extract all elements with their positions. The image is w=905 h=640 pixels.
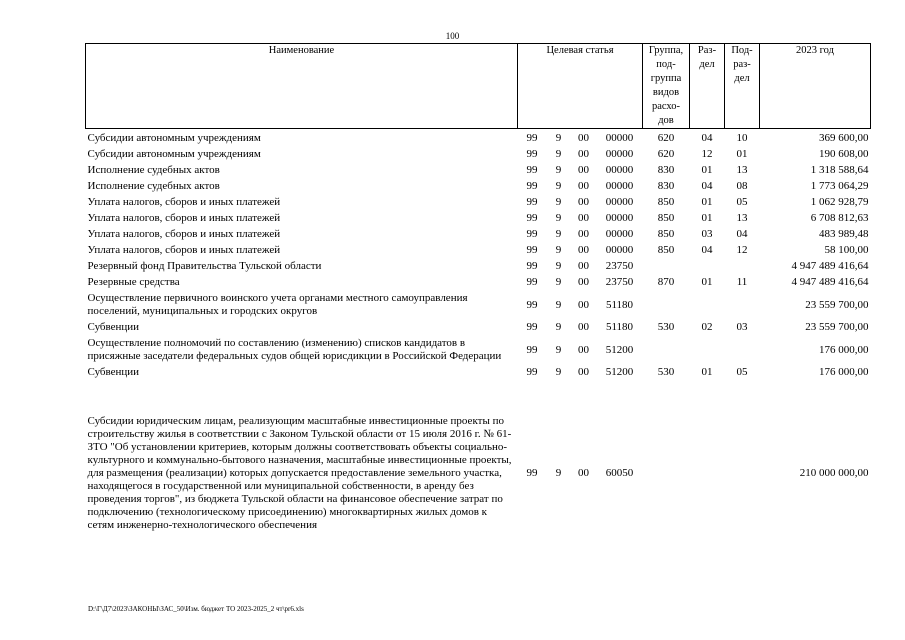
cell-group: 620 [657,148,675,160]
cell-amount: 210 000 000,00 [799,467,869,479]
cell-target-4: 00000 [605,132,634,144]
cell-target-3: 00 [578,260,589,272]
table-row [86,179,871,195]
cell-subsection: 01 [736,148,748,160]
cell-name: Уплата налогов, сборов и иных платежей [87,212,281,224]
cell-target-3: 00 [578,467,589,479]
cell-group: 620 [657,132,675,144]
page-number: 100 [445,31,460,41]
cell-name: Уплата налогов, сборов и иных платежей [87,196,281,208]
header-subsection: Под- раз- дел [725,44,760,129]
cell-section: 01 [701,164,713,176]
cell-subsection: 13 [736,164,748,176]
cell-section: 01 [701,276,713,288]
cell-target-1: 99 [526,228,538,240]
cell-target-3: 00 [578,132,589,144]
cell-target-4: 60050 [605,467,634,479]
cell-target-2: 9 [555,228,562,240]
cell-name: Резервные средства [87,276,180,288]
cell-group: 850 [657,244,675,256]
cell-target-2: 9 [555,467,562,479]
cell-subsection: 13 [736,212,748,224]
cell-group [643,291,690,320]
cell-name: Уплата налогов, сборов и иных платежей [87,228,281,240]
cell-subsection: 10 [736,132,748,144]
cell-target-1: 99 [526,467,538,479]
header-year: 2023 год [760,44,871,129]
cell-target-3: 00 [578,366,589,378]
cell-target-1: 99 [526,366,538,378]
table-row [86,381,871,567]
cell-name: Уплата налогов, сборов и иных платежей [87,244,281,256]
cell-subsection [725,381,760,567]
table-header [86,44,871,129]
cell-amount: 369 600,00 [819,132,869,144]
table-row [86,163,871,179]
cell-target-2: 9 [555,180,562,192]
cell-section [690,336,725,365]
cell-target-3: 00 [578,298,589,311]
cell-name: Осуществление первичного воинского учета органами местного самоуправления поселений, муниципальных и городских округов [87,292,468,317]
cell-target-3: 00 [578,276,589,288]
table-row [86,336,871,365]
cell-section: 04 [701,132,713,144]
cell-name: Субвенции [87,321,140,333]
cell-target-4: 00000 [605,244,634,256]
budget-table [85,43,871,567]
cell-target-1: 99 [526,148,538,160]
cell-section [690,381,725,567]
cell-subsection: 08 [736,180,748,192]
cell-group: 830 [657,180,675,192]
cell-group: 850 [657,228,675,240]
cell-group: 850 [657,196,675,208]
cell-target-2: 9 [555,244,562,256]
table-row [86,365,871,381]
cell-target-4: 00000 [605,228,634,240]
cell-section: 03 [701,228,713,240]
cell-target-2: 9 [555,196,562,208]
cell-target-4: 23750 [605,260,634,272]
cell-target-3: 00 [578,321,589,333]
cell-target-2: 9 [555,148,562,160]
cell-target-1: 99 [526,321,538,333]
cell-name: Субсидии юридическим лицам, реализующим масштабные инвестиционные проекты по строительству жилья в соответствии с Законом Тульской области от 15 июля 2016 г. № 61-ЗТО "Об установлении критериев, которым должны соответствовать объекты социально-культурного и коммунально-бытового назначения, масштабные инвестиционные проекты, для размещения (реализации) которых допускается предоставление земельного участка, находящегося в государственной или муниципальной собственности, в аренду без проведения торгов", из бюджета Тульской области на финансовое обеспечение затрат по подключению (технологическому присоединению) многоквартирных жилых домов к сетям инженерно-технологического обеспечения [87,415,512,531]
cell-target-1: 99 [526,260,538,272]
cell-target-3: 00 [578,180,589,192]
cell-target-3: 00 [578,212,589,224]
cell-amount: 1 773 064,29 [810,180,869,192]
cell-target-3: 00 [578,196,589,208]
cell-target-2: 9 [555,276,562,288]
cell-target-2: 9 [555,132,562,144]
cell-name: Субсидии автономным учреждениям [87,148,261,160]
cell-amount: 176 000,00 [819,343,869,356]
cell-amount: 1 062 928,79 [810,196,869,208]
cell-target-1: 99 [526,164,538,176]
cell-group [643,381,690,567]
cell-target-2: 9 [555,298,562,311]
cell-target-2: 9 [555,164,562,176]
cell-target-3: 00 [578,343,589,356]
cell-amount: 23 559 700,00 [805,321,869,333]
table-row [86,147,871,163]
cell-subsection [725,291,760,320]
cell-target-1: 99 [526,343,538,356]
cell-name: Исполнение судебных актов [87,164,220,176]
cell-amount: 483 989,48 [819,228,869,240]
cell-target-1: 99 [526,212,538,224]
cell-target-2: 9 [555,366,562,378]
cell-section: 12 [701,148,713,160]
cell-subsection: 03 [736,321,748,333]
cell-group: 830 [657,164,675,176]
cell-name: Резервный фонд Правительства Тульской области [87,260,322,272]
cell-subsection: 12 [736,244,748,256]
cell-amount: 4 947 489 416,64 [791,260,869,272]
table-row [86,129,871,148]
header-name: Наименование [86,44,518,129]
cell-group: 870 [657,276,675,288]
cell-amount: 6 708 812,63 [810,212,869,224]
cell-group: 850 [657,212,675,224]
cell-target-1: 99 [526,276,538,288]
header-target-article: Целевая статья [518,44,643,129]
cell-target-1: 99 [526,180,538,192]
cell-target-4: 51200 [605,343,634,356]
table-row [86,291,871,320]
cell-name: Субвенции [87,366,140,378]
cell-group: 530 [657,366,675,378]
cell-group: 530 [657,321,675,333]
cell-target-4: 00000 [605,164,634,176]
cell-group [643,259,690,275]
cell-target-4: 00000 [605,196,634,208]
cell-target-2: 9 [555,260,562,272]
cell-amount: 190 608,00 [819,148,869,160]
cell-section: 02 [701,321,713,333]
cell-subsection: 04 [736,228,748,240]
cell-section [690,291,725,320]
cell-target-4: 51200 [605,366,634,378]
cell-amount: 176 000,00 [819,366,869,378]
cell-target-1: 99 [526,132,538,144]
cell-target-1: 99 [526,298,538,311]
cell-target-2: 9 [555,343,562,356]
cell-section: 01 [701,196,713,208]
cell-name: Осуществление полномочий по составлению (изменению) списков кандидатов в присяжные заседатели федеральных судов общей юрисдикции в Российской Федерации [87,337,502,362]
cell-target-2: 9 [555,321,562,333]
cell-subsection [725,259,760,275]
cell-target-2: 9 [555,212,562,224]
cell-section [690,259,725,275]
cell-target-4: 00000 [605,180,634,192]
cell-target-3: 00 [578,244,589,256]
cell-target-1: 99 [526,244,538,256]
cell-target-3: 00 [578,164,589,176]
table-row [86,227,871,243]
cell-amount: 23 559 700,00 [805,298,869,311]
cell-target-3: 00 [578,228,589,240]
cell-target-4: 00000 [605,212,634,224]
footer-file-path: D:\Г\Д7\2023\ЗАКОНЫ\ЗАС_50\Изм. бюджет ТО 2023-2025_2 чт\pr6.xls [88,605,304,613]
cell-section: 01 [701,212,713,224]
table-row [86,259,871,275]
cell-section: 01 [701,366,713,378]
cell-target-4: 23750 [605,276,634,288]
header-section: Раз- дел [690,44,725,129]
cell-name: Субсидии автономным учреждениям [87,132,261,144]
cell-subsection: 05 [736,366,748,378]
cell-name: Исполнение судебных актов [87,180,220,192]
cell-group [643,336,690,365]
cell-target-4: 51180 [605,298,634,311]
cell-target-4: 00000 [605,148,634,160]
table-row [86,195,871,211]
cell-subsection [725,336,760,365]
table-row [86,320,871,336]
cell-amount: 1 318 588,64 [810,164,869,176]
table-row [86,211,871,227]
cell-target-3: 00 [578,148,589,160]
table-row [86,275,871,291]
table-row [86,243,871,259]
cell-target-4: 51180 [605,321,634,333]
header-group: Группа, под- группа видов расхо- дов [643,44,690,129]
cell-amount: 4 947 489 416,64 [791,276,869,288]
cell-target-1: 99 [526,196,538,208]
cell-subsection: 11 [736,276,748,288]
cell-section: 04 [701,244,713,256]
cell-subsection: 05 [736,196,748,208]
cell-amount: 58 100,00 [824,244,869,256]
cell-section: 04 [701,180,713,192]
